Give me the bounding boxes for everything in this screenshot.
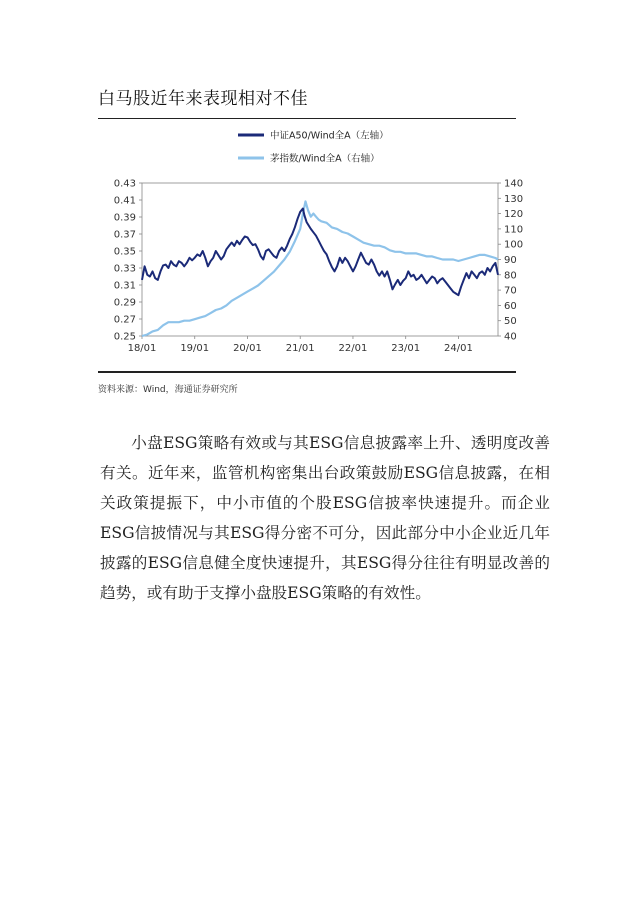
chart-svg <box>98 120 524 370</box>
x-tick-label: 19/01 <box>180 343 210 354</box>
y-left-tick-label: 0.41 <box>113 195 136 207</box>
y-right-tick-label: 120 <box>504 209 524 221</box>
body-paragraph: 小盘ESG策略有效或与其ESG信息披露率上升、透明度改善有关。近年来，监管机构密集出台政策鼓励ESG信息披露，在相关政策提振下，中小市值的个股ESG信披率快速提升。而企业ESG信披情况与其ESG得分密不可分，因此部分中小企业近几年披露的ESG信息健全度快速提升，其ESG得分往往有明显改善的趋势，或有助于支撑小盘股ESG策略的有效性。 <box>100 434 550 602</box>
y-left-tick-label: 0.43 <box>113 178 136 190</box>
y-left-tick-label: 0.33 <box>113 263 136 275</box>
y-right-tick-label: 70 <box>504 285 517 297</box>
y-left-tick-label: 0.27 <box>113 314 136 326</box>
x-tick-label: 22/01 <box>338 343 368 354</box>
y-right-tick-label: 50 <box>504 316 517 328</box>
x-tick-label: 21/01 <box>285 343 315 354</box>
x-tick-label: 20/01 <box>233 343 262 354</box>
legend-label: 茅指数/Wind全A（右轴） <box>270 153 380 165</box>
series-line-mao <box>142 201 498 336</box>
y-right-tick-label: 140 <box>504 178 524 190</box>
figure-bottom-rule <box>98 371 516 373</box>
y-right-tick-label: 80 <box>504 270 517 282</box>
x-tick-label: 23/01 <box>391 343 421 354</box>
y-right-tick-label: 40 <box>504 331 517 343</box>
y-right-tick-label: 100 <box>504 239 524 251</box>
y-right-tick-label: 90 <box>504 255 517 266</box>
x-tick-label: 18/01 <box>127 343 157 354</box>
figure-title: 白马股近年来表现相对不佳 <box>98 89 308 109</box>
chart-legend <box>238 130 389 165</box>
y-right-tick-label: 60 <box>504 300 517 312</box>
figure-top-rule <box>98 118 516 119</box>
chart-lines <box>142 201 498 336</box>
y-left-tick-label: 0.39 <box>113 212 136 224</box>
y-left-tick-label: 0.25 <box>113 331 136 343</box>
x-tick-label: 24/01 <box>444 343 473 354</box>
legend-label: 中证A50/Wind全A（左轴） <box>270 130 389 142</box>
y-left-tick-label: 0.35 <box>113 246 136 258</box>
y-left-tick-label: 0.37 <box>113 229 136 241</box>
y-left-tick-label: 0.29 <box>113 297 136 309</box>
y-right-tick-label: 130 <box>504 193 524 205</box>
figure-source: 资料来源：Wind，海通证券研究所 <box>98 385 238 395</box>
chart <box>98 120 524 370</box>
y-left-tick-label: 0.31 <box>113 280 136 292</box>
y-right-tick-label: 110 <box>504 224 524 236</box>
